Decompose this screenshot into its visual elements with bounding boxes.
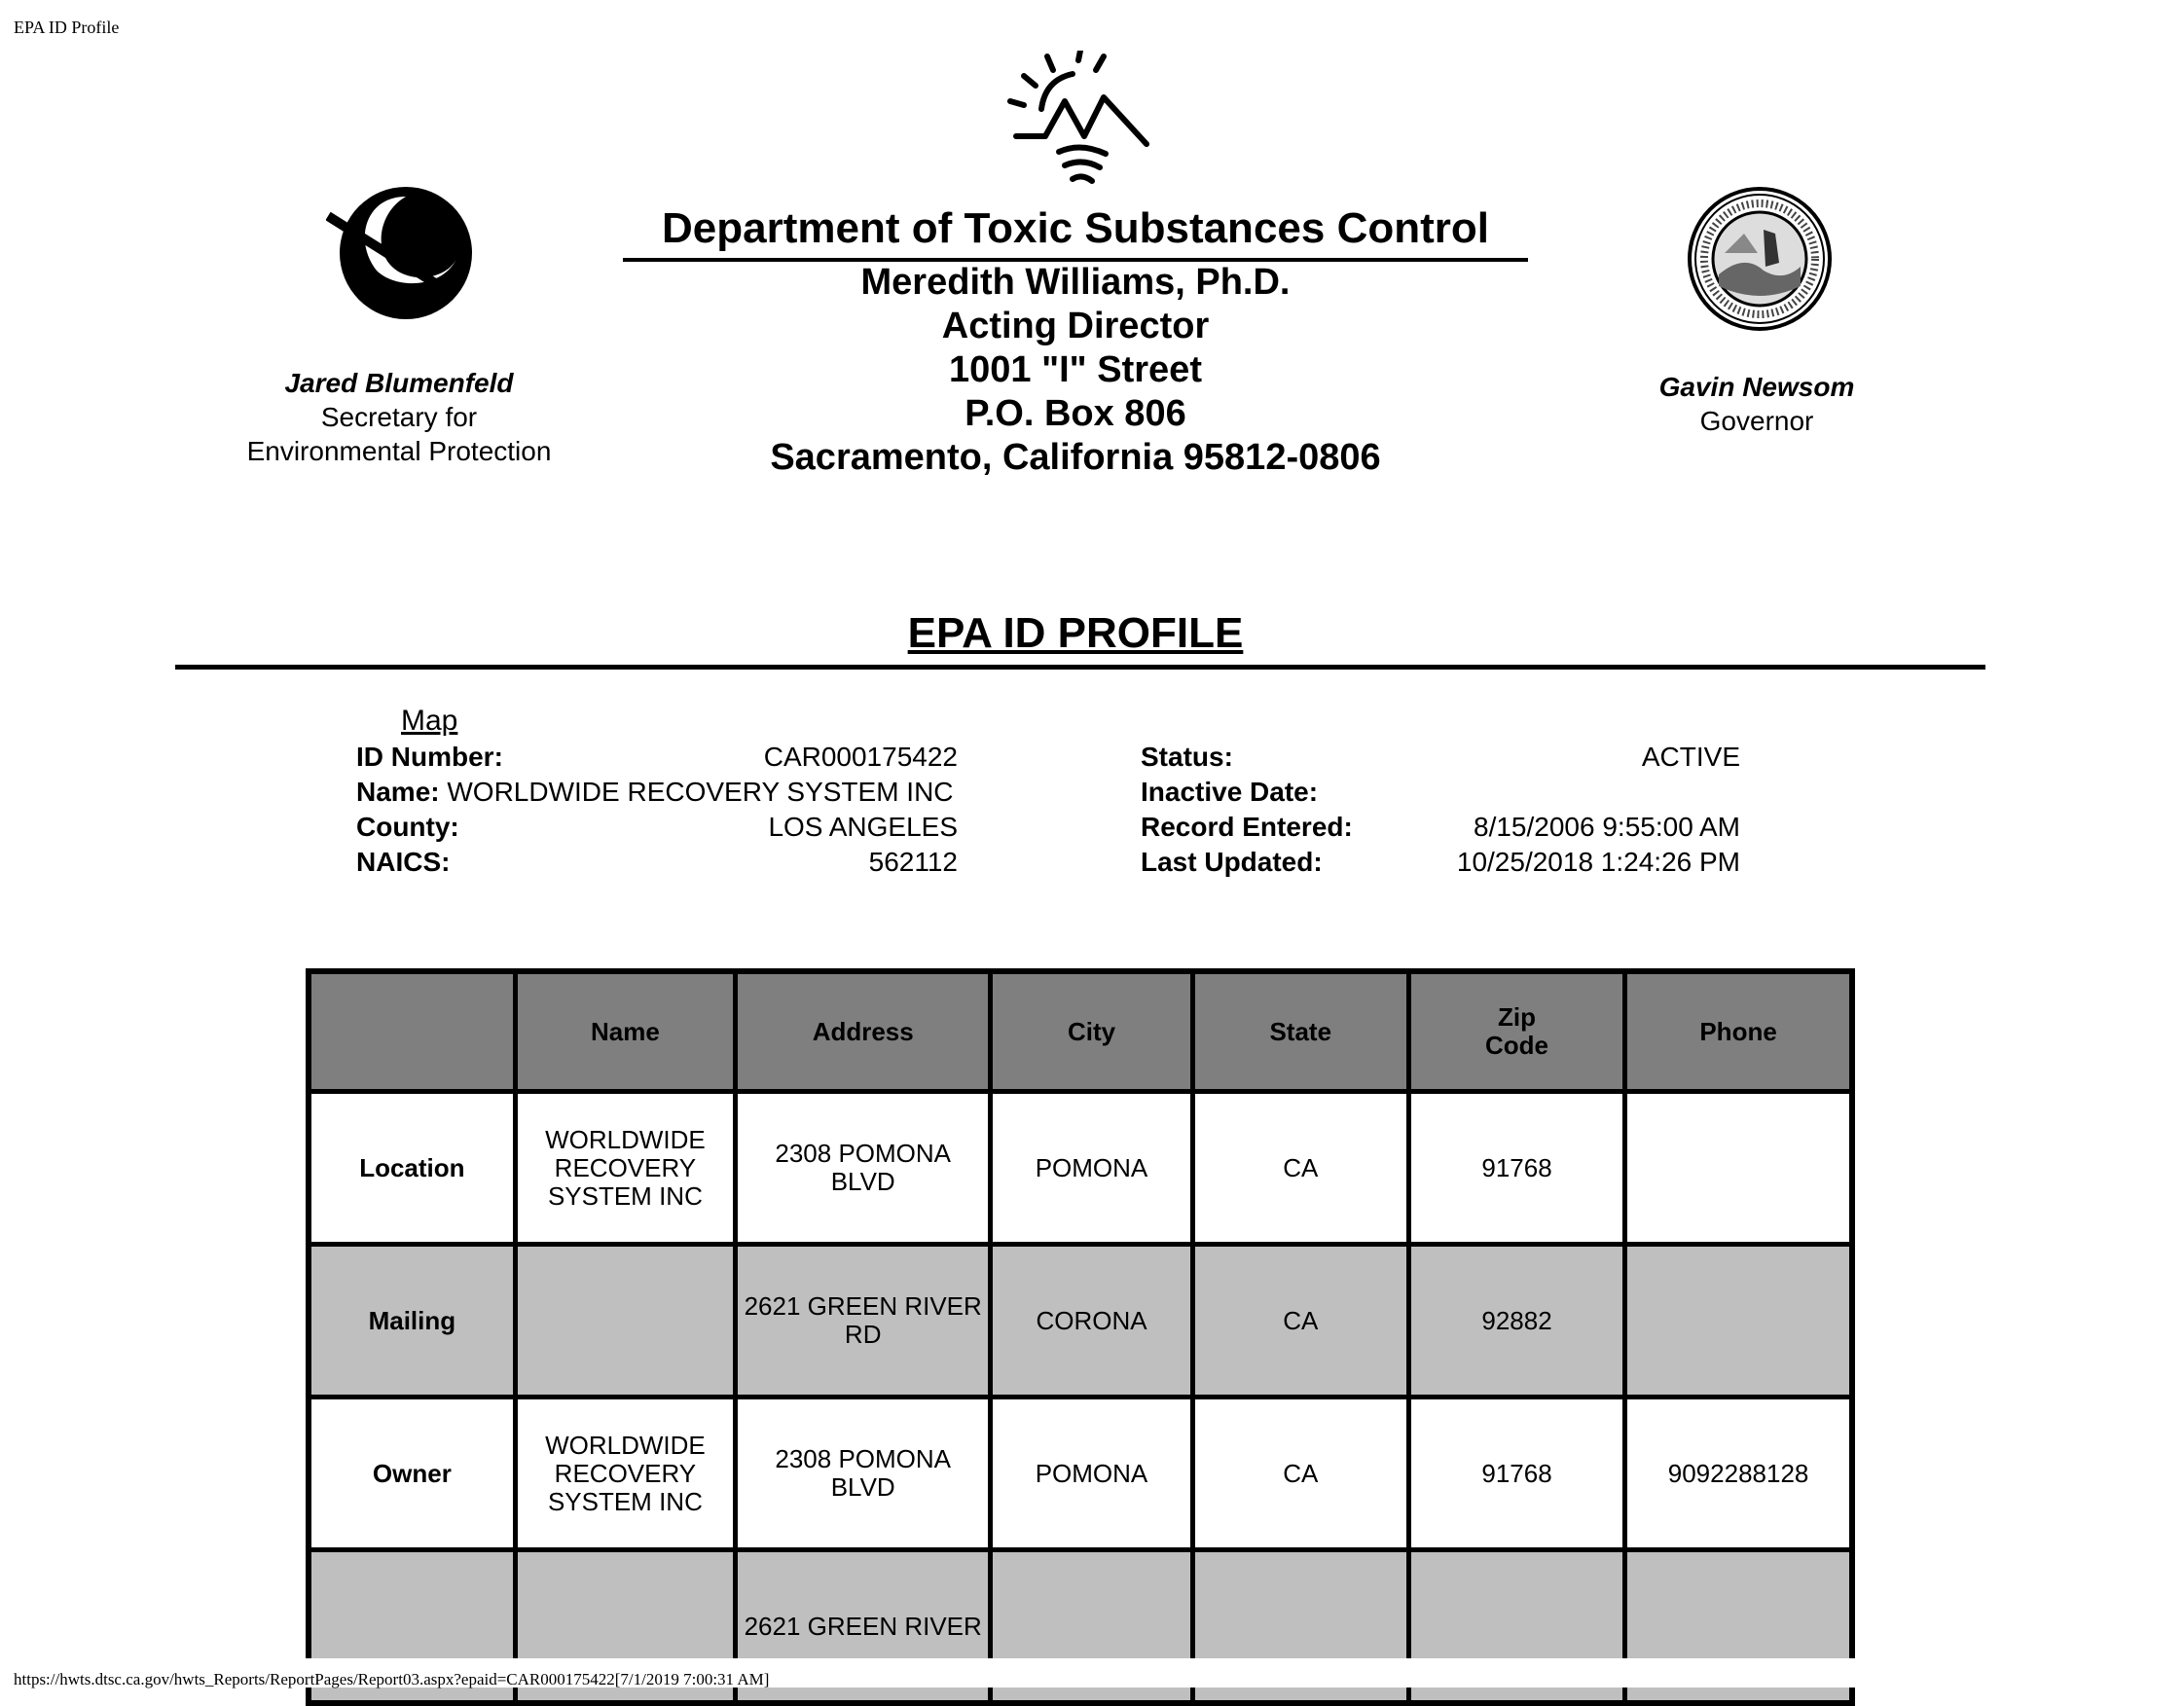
calepa-logo [326,183,482,319]
table-row [309,1245,1852,1397]
secretary-block [195,366,603,468]
director-name: Meredith Williams, Ph.D. [860,262,1291,303]
governor-title: Governor [1699,406,1814,436]
column-header: Name [515,971,735,1092]
zip-code-header-text: Zip Code [1485,1002,1549,1060]
name-value: WORLDWIDE RECOVERY SYSTEM INC [447,777,954,807]
secretary-title-1: Secretary for [320,402,478,432]
city-cell: POMONA [991,1092,1192,1245]
secretary-name: Jared Blumenfeld [284,368,514,398]
zip-cell: 91768 [1408,1092,1624,1245]
last-updated-value: 10/25/2018 1:24:26 PM [1456,847,1740,877]
id-number-label: ID Number: [356,742,503,772]
address-cell: 2308 POMONA BLVD [736,1397,991,1550]
footer-url: https://hwts.dtsc.ca.gov/hwts_Reports/ReportPages/Report03.aspx?epaid=CAR000175422[7/1/2019 7:00:31 AM] [14,1670,770,1688]
zip-cell: 91768 [1408,1397,1624,1550]
record-entered-value: 8/15/2006 9:55:00 AM [1474,812,1740,842]
map-link[interactable]: Map [401,705,458,737]
column-header: Phone [1625,971,1852,1092]
governor-block [1577,370,1937,438]
column-header: City [991,971,1192,1092]
state-cell: CA [1192,1245,1408,1397]
name-cell [515,1245,735,1397]
secretary-title-2: Environmental Protection [246,436,552,466]
column-header: Address [736,971,991,1092]
id-number-value: CAR000175422 [763,742,958,772]
phone-cell: 9092288128 [1625,1397,1852,1550]
table-row [309,1092,1852,1245]
county-value: LOS ANGELES [768,812,958,842]
row-type: Mailing [309,1245,515,1397]
address-cell: 2621 GREEN RIVER [736,1550,991,1704]
agency-name: Department of Toxic Substances Control [662,204,1489,252]
column-header [1408,971,1624,1092]
city-cell: POMONA [991,1397,1192,1550]
column-header: State [1192,971,1408,1092]
table-row [309,1397,1852,1550]
governor-name: Gavin Newsom [1658,372,1855,402]
inactive-date-label: Inactive Date: [1141,777,1319,807]
director-title: Acting Director [941,306,1210,346]
naics-value: 562112 [868,847,958,877]
row-type: Location [309,1092,515,1245]
phone-cell [1625,1245,1852,1397]
profile-divider [175,665,1985,670]
director-block [623,261,1528,480]
name-cell: WORLDWIDE RECOVERY SYSTEM INC [515,1092,735,1245]
address-cell: 2621 GREEN RIVER RD [736,1245,991,1397]
record-entered-label: Record Entered: [1141,812,1353,842]
name-cell: WORLDWIDE RECOVERY SYSTEM INC [515,1397,735,1550]
agency-city-line: Sacramento, California 95812-0806 [770,437,1381,478]
phone-cell [1625,1092,1852,1245]
california-seal-icon [1686,185,1834,333]
county-label: County: [356,812,459,842]
page-title: EPA ID Profile [14,18,120,37]
state-cell: CA [1192,1397,1408,1550]
status-label: Status: [1141,742,1233,772]
address-table [306,968,1855,1706]
city-cell: CORONA [991,1245,1192,1397]
profile-heading: EPA ID PROFILE [907,609,1244,657]
address-cell: 2308 POMONA BLVD [736,1092,991,1245]
column-header [309,971,515,1092]
agency-street: 1001 "I" Street [949,349,1202,390]
table-header-row [309,971,1852,1092]
agency-po-box: P.O. Box 806 [965,393,1186,434]
status-value: ACTIVE [1641,742,1740,772]
row-type: Owner [309,1397,515,1550]
zip-cell: 92882 [1408,1245,1624,1397]
name-field [356,777,979,808]
state-cell: CA [1192,1092,1408,1245]
name-label: Name: [356,777,440,807]
naics-label: NAICS: [356,847,451,877]
dtsc-logo [1002,51,1158,197]
last-updated-label: Last Updated: [1141,847,1323,877]
